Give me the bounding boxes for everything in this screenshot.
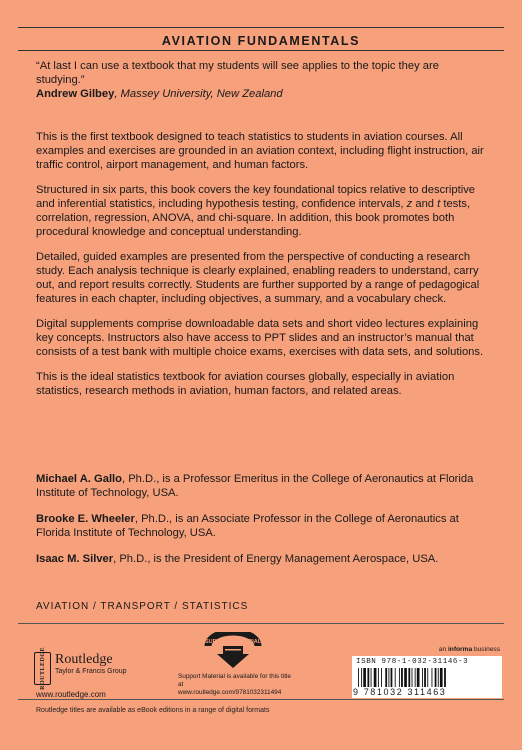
publisher-group: Taylor & Francis Group — [55, 668, 127, 675]
routledge-r-icon — [34, 647, 51, 690]
description-paragraph-1: This is the first textbook designed to teach statistics to students in aviation courses. All examples and exercises are grounded in an aviation context, including flight instruction, air traffic control, airport management, and human factors. — [36, 131, 484, 171]
author-bios — [36, 472, 488, 578]
support-text — [178, 673, 298, 697]
description-paragraph-2 — [36, 183, 488, 239]
top-rule — [18, 27, 504, 28]
support-material — [178, 632, 298, 697]
p2-text-a: Structured in six parts, this book covers the key foundational topics relative to descriptive and inferential statistics, including hypothesis testing, confidence intervals, — [36, 184, 476, 210]
barcode-icon — [356, 668, 498, 688]
isbn-label: ISBN 978-1-032-31146-3 — [356, 658, 469, 666]
logo-mark-text: ROUTLEDGE — [39, 647, 46, 690]
footer-rule — [18, 699, 504, 700]
subject-categories: AVIATION / TRANSPORT / STATISTICS — [36, 601, 249, 612]
quote-attribution — [36, 87, 488, 101]
series-title: AVIATION FUNDAMENTALS — [161, 34, 361, 48]
description-paragraph-4: Digital supplements comprise downloadable data sets and short video lectures explaining key concepts. Instructors also have access to PPT slides and an instructor’s manual that consists of a test bank with multiple choice exams, exercises with data sets, and solutions. — [36, 318, 484, 358]
support-badge-text: SUPPORT MATERIAL — [204, 639, 262, 645]
informa-brand: informa — [447, 646, 473, 653]
p2-t: t — [437, 198, 441, 210]
author-name: Michael A. Gallo — [36, 473, 122, 485]
author-name: Isaac M. Silver — [36, 553, 114, 565]
p2-text-b: tests, correlation, regression, ANOVA, and chi-square. In addition, this book promotes both procedural knowledge and conceptual understanding. — [36, 198, 471, 238]
book-description — [36, 130, 488, 409]
logo-text — [55, 652, 127, 676]
support-material-badge-icon — [204, 632, 262, 670]
quote-text: “At last I can use a textbook that my students will see applies to the topic they are studying.” — [36, 60, 439, 86]
title-rule — [18, 50, 504, 51]
barcode-digits: 9 781032 311463 — [353, 687, 447, 697]
author-name: Brooke E. Wheeler — [36, 513, 135, 525]
author-bio-text: , Ph.D., is an Associate Professor in the College of Aeronautics at Florida Institute of Technology, USA. — [36, 513, 459, 539]
informa-suffix: business — [472, 646, 500, 653]
routledge-logo — [34, 647, 127, 690]
publisher-name: Routledge — [55, 652, 113, 667]
support-url[interactable]: www.routledge.com/9781032311494 — [178, 689, 282, 696]
bottom-rule — [18, 623, 504, 624]
informa-prefix: an — [438, 646, 448, 653]
author-bio-text: , Ph.D., is the President of Energy Management Aerospace, USA. — [113, 553, 439, 565]
author-bio — [36, 552, 488, 566]
author-bio-text: , Ph.D., is a Professor Emeritus in the College of Aeronautics at Florida Institute of Technology, USA. — [36, 473, 474, 499]
p2-and: and — [412, 198, 438, 210]
ebook-note: Routledge titles are available as eBook editions in a range of digital formats — [36, 707, 270, 714]
author-bio — [36, 472, 488, 500]
publisher-url: www.routledge.com — [36, 690, 106, 699]
p2-z: z — [406, 198, 413, 210]
description-paragraph-3: Detailed, guided examples are presented from the perspective of conducting a research study. Each analysis technique is clearly explained, enabling readers to understand, carry out, and report results correctly. Students are further supported by a range of pedagogical features in each chapter, including objectives, a summary, and a vocabulary check. — [36, 251, 480, 305]
informa-business — [439, 646, 500, 653]
endorsement-quote — [36, 59, 488, 101]
quote-affiliation: , Massey University, New Zealand — [114, 88, 283, 100]
quote-author: Andrew Gilbey — [36, 88, 115, 100]
support-line-1: Support Material is available for this title at — [178, 673, 291, 688]
author-bio — [36, 512, 488, 540]
description-paragraph-5: This is the ideal statistics textbook for aviation courses globally, especially in aviation statistics, research methods in aviation, human factors, and related areas. — [36, 371, 455, 397]
